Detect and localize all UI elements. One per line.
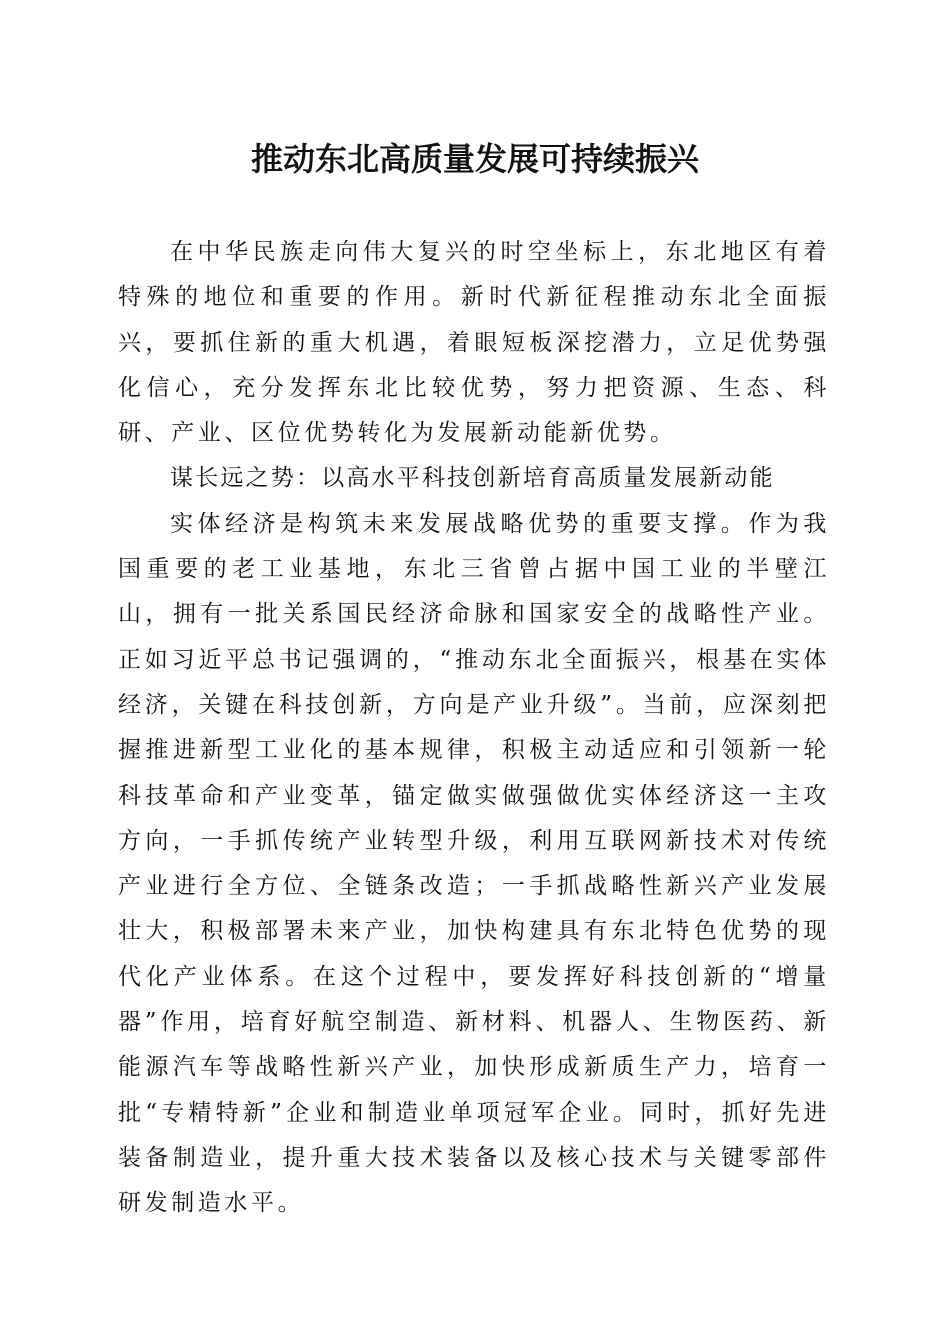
document-title: 推动东北高质量发展可持续振兴: [250, 140, 699, 178]
document-body: [118, 230, 830, 1227]
section-heading: 谋长远之势：以高水平科技创新培育高质量发展新动能: [170, 465, 775, 492]
body-paragraph: 实体经济是构筑未来发展战略优势的重要支撑。作为我国重要的老工业基地，东北三省曾占据中国工业的半壁江山，拥有一批关系国民经济命脉和国家安全的战略性产业。正如习近平总书记强调的，“推动东北全面振兴，根基在实体经济，关键在科技创新，方向是产业升级”。当前，应深刻把握推进新型工业化的基本规律，积极主动适应和引领新一轮科技革命和产业变革，锚定做实做强做优实体经济这一主攻方向，一手抓传统产业转型升级，利用互联网新技术对传统产业进行全方位、全链条改造；一手抓战略性新兴产业发展壮大，积极部署未来产业，加快构建具有东北特色优势的现代化产业体系。在这个过程中，要发挥好科技创新的“增量器”作用，培育好航空制造、新材料、机器人、生物医药、新能源汽车等战略性新兴产业，加快形成新质生产力，培育一批“专精特新”企业和制造业单项冠军企业。同时，抓好先进装备制造业，提升重大技术装备以及核心技术与关键零部件研发制造水平。: [118, 510, 830, 1217]
intro-paragraph: 在中华民族走向伟大复兴的时空坐标上，东北地区有着特殊的地位和重要的作用。新时代新征程推动东北全面振兴，要抓住新的重大机遇，着眼短板深挖潜力，立足优势强化信心，充分发挥东北比较优势，努力把资源、生态、科研、产业、区位优势转化为发展新动能新优势。: [118, 239, 830, 447]
